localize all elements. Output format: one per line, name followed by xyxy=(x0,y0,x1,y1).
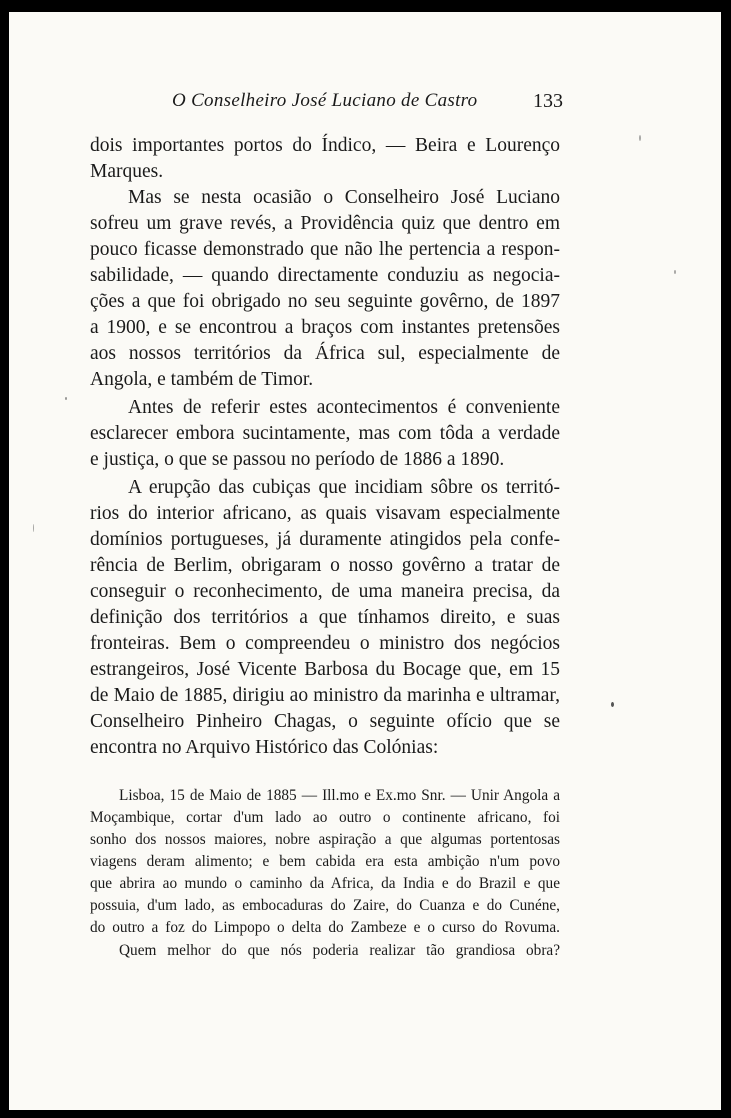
text-line: de Maio de 1885, dirigiu ao ministro da marinha e ultramar, xyxy=(90,685,560,706)
text-line: rência de Berlim, obrigaram o nosso govêrno a tratar de xyxy=(90,555,560,576)
quote-line: Moçambique, cortar d'um lado ao outro o continente africano, foi xyxy=(90,809,560,826)
running-title: O Conselheiro José Luciano de Castro xyxy=(172,90,478,111)
text-line: conseguir o reconhecimento, de uma maneira precisa, da xyxy=(90,581,560,602)
text-line: rios do interior africano, as quais visavam especialmente xyxy=(90,503,560,524)
text-line: Antes de referir estes acontecimentos é conveniente xyxy=(128,397,560,418)
text-line: A erupção das cubiças que incidiam sôbre os territó- xyxy=(128,477,560,498)
text-line: e justiça, o que se passou no período de 1886 a 1890. xyxy=(90,449,505,470)
ink-speck xyxy=(674,270,676,274)
book-page xyxy=(9,12,721,1110)
text-line: encontra no Arquivo Histórico das Colónias: xyxy=(90,737,439,758)
ink-speck xyxy=(611,702,614,707)
ink-speck xyxy=(65,397,67,400)
text-line: Angola, e também de Timor. xyxy=(90,369,314,390)
text-line: Mas se nesta ocasião o Conselheiro José Luciano xyxy=(128,187,560,208)
text-line: a 1900, e se encontrou a braços com instantes pretensões xyxy=(90,317,560,338)
text-line: aos nossos territórios da África sul, especialmente de xyxy=(90,343,560,364)
quote-line: viagens deram alimento; e bem cabida era esta ambição n'um povo xyxy=(90,853,560,870)
quote-line: que abrira ao mundo o caminho da Africa, da India e do Brazil e que xyxy=(90,875,560,892)
page-header xyxy=(9,90,721,120)
text-line: domínios portugueses, já duramente atingidos pela confe- xyxy=(90,529,560,550)
quote-line: Lisboa, 15 de Maio de 1885 — Ill.mo e Ex.mo Snr. — Unir Angola a xyxy=(119,787,560,804)
ink-speck xyxy=(639,135,641,141)
text-line: fronteiras. Bem o compreendeu o ministro dos negócios xyxy=(90,633,560,654)
text-line: esclarecer embora sucintamente, mas com tôda a verdade xyxy=(90,423,560,444)
page-number: 133 xyxy=(533,90,563,112)
text-line: Conselheiro Pinheiro Chagas, o seguinte ofício que se xyxy=(90,711,560,732)
quote-line: Quem melhor do que nós poderia realizar tão grandiosa obra? xyxy=(119,942,560,959)
text-line: definição dos territórios a que tínhamos direito, e suas xyxy=(90,607,560,628)
text-line: dois importantes portos do Índico, — Beira e Lourenço xyxy=(90,135,560,156)
text-line: pouco ficasse demonstrado que não lhe pertencia a respon- xyxy=(90,239,560,260)
quote-line: sonho dos nossos maiores, nobre aspiração a que algumas portentosas xyxy=(90,831,560,848)
ink-speck xyxy=(33,524,34,532)
quote-line: do outro a foz do Limpopo o delta do Zambeze e o curso do Rovuma. xyxy=(90,919,560,936)
quote-line: possuia, d'um lado, as embocaduras do Zaire, do Cuanza e do Cunéne, xyxy=(90,897,560,914)
text-line: estrangeiros, José Vicente Barbosa du Bocage que, em 15 xyxy=(90,659,560,680)
text-line: Marques. xyxy=(90,161,164,182)
text-line: sabilidade, — quando directamente conduziu as negocia- xyxy=(90,265,560,286)
text-line: ções a que foi obrigado no seu seguinte govêrno, de 1897 xyxy=(90,291,560,312)
text-line: sofreu um grave revés, a Providência quiz que dentro em xyxy=(90,213,560,234)
